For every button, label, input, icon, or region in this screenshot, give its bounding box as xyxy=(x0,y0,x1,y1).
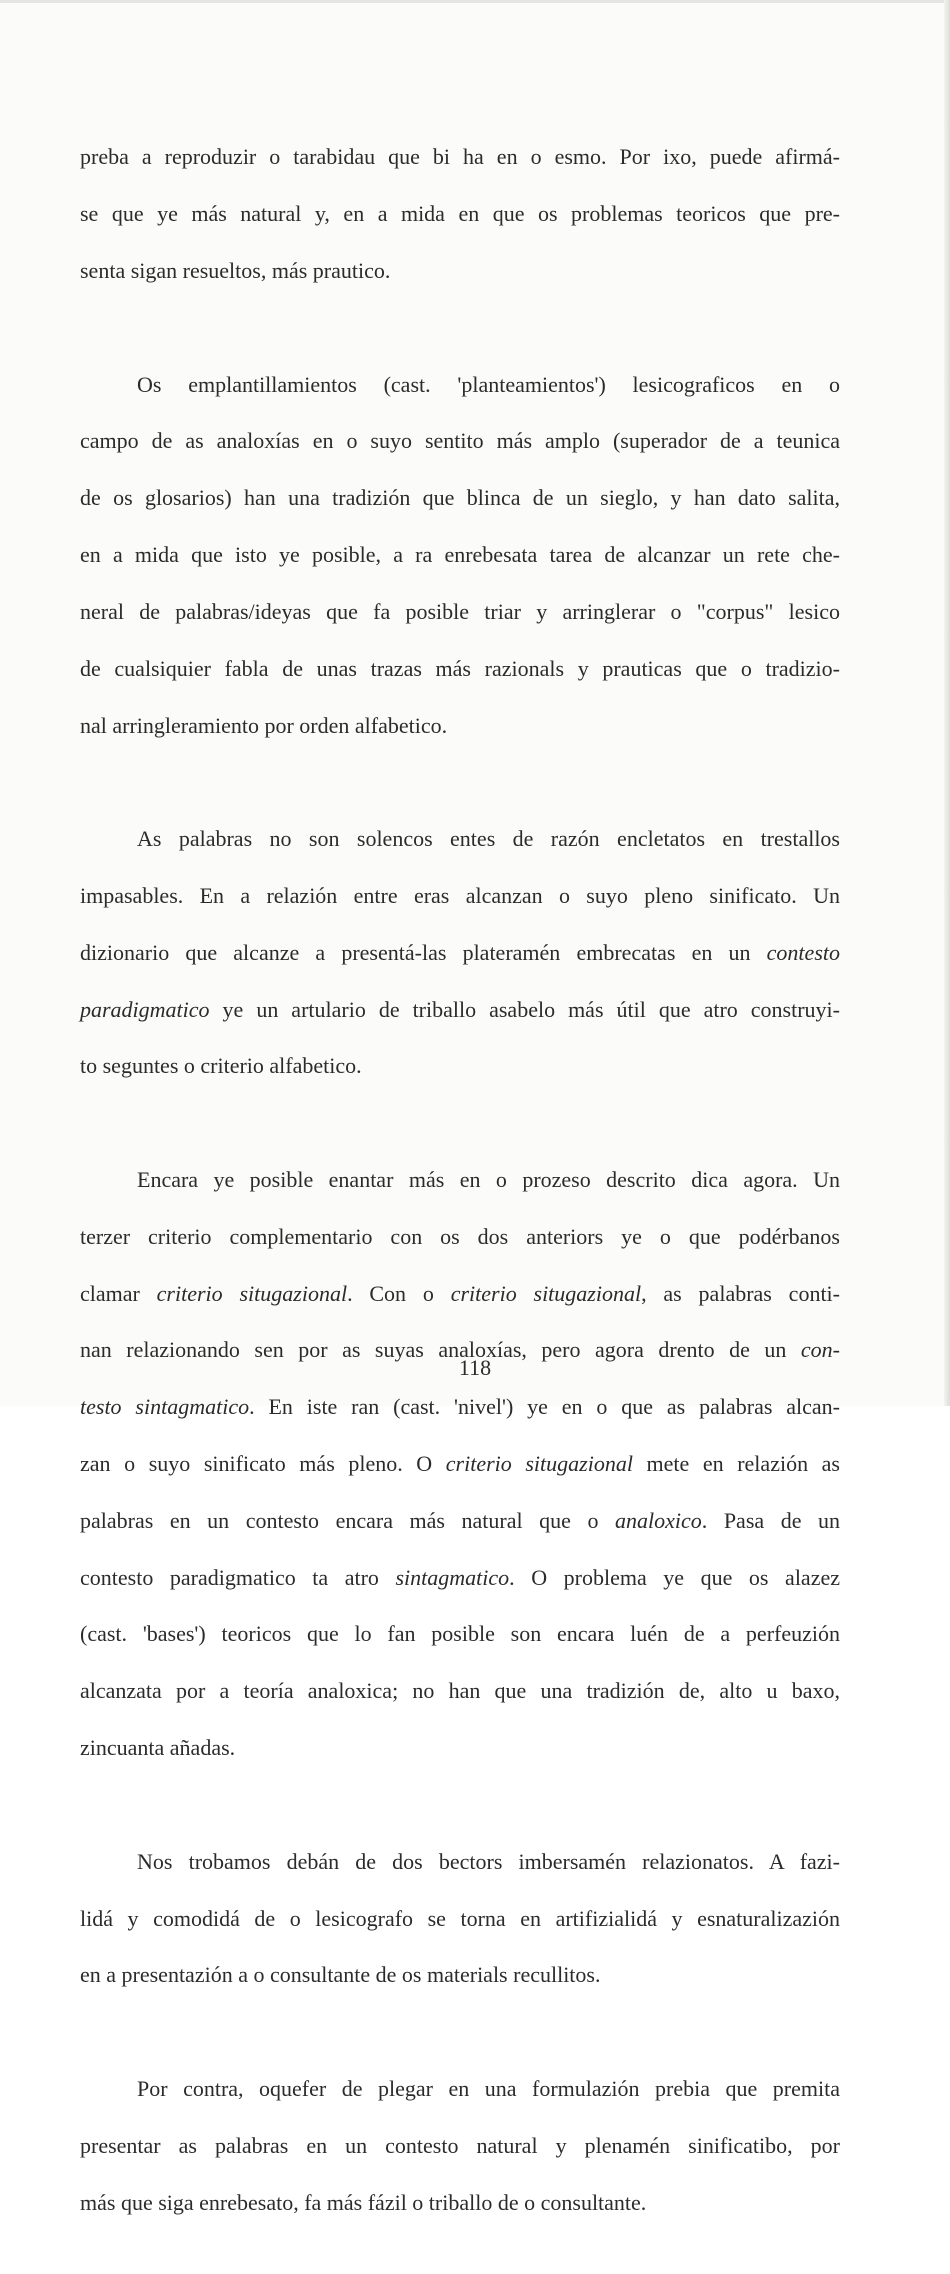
text-line: Encara ye posible enantar más en o prozeso descrito dica agora. Un xyxy=(137,1166,840,1192)
text-line: campo de as analoxías en o suyo sentito más amplo (superador de a teunica xyxy=(80,428,840,454)
text-line: de cualsiquier fabla de unas trazas más razionals y prauticas que o tradizio- xyxy=(80,655,840,681)
paragraph-5 xyxy=(80,1819,840,2018)
text-line: (cast. 'bases') teoricos que lo fan posible son encara luén de a perfeuzión xyxy=(80,1621,840,1647)
paragraph-4 xyxy=(80,1138,840,1791)
text-line: contesto paradigmatico ta atro sintagmatico. O problema ye que os alazez xyxy=(80,1564,840,1590)
italic-term: analoxico xyxy=(615,1507,702,1533)
italic-term: criterio situgazional xyxy=(450,1280,642,1306)
text-line: to seguntes o criterio alfabetico. xyxy=(80,1053,362,1079)
text-line: dizionario que alcanze a presentá-las plateramén embrecatas en un contesto xyxy=(80,939,840,965)
text-line: terzer criterio complementario con os dos anteriors ye o que podérbanos xyxy=(80,1223,840,1249)
text-line: alcanzata por a teoría analoxica; no han que una tradizión de, alto u baxo, xyxy=(80,1678,840,1704)
page-right-edge xyxy=(944,0,950,1406)
italic-term: sintagmatico xyxy=(395,1564,510,1590)
text-line: Por contra, oquefer de plegar en una formulazión prebia que premita xyxy=(137,2075,840,2101)
text-line: de os glosarios) han una tradizión que blinca de un sieglo, y han dato salita, xyxy=(80,485,840,511)
paragraph-6 xyxy=(80,2047,840,2246)
italic-term: con- xyxy=(800,1337,840,1363)
text-line: zan o suyo sinificato más pleno. O criterio situgazional mete en relazión as xyxy=(80,1451,840,1477)
italic-term: contesto xyxy=(766,939,840,965)
text-line: zincuanta añadas. xyxy=(80,1735,236,1761)
text-line: clamar criterio situgazional. Con o criterio situgazional, as palabras conti- xyxy=(80,1280,840,1306)
text-line: en a mida que isto ye posible, a ra enrebesata tarea de alcanzar un rete che- xyxy=(80,542,840,568)
text-line: nan relazionando sen por as suyas analoxías, pero agora drento de un con- xyxy=(80,1337,840,1363)
text-line: testo sintagmatico. En iste ran (cast. 'nivel') ye en o que as palabras alcan- xyxy=(80,1394,841,1420)
text-line: en a presentazión a o consultante de os materials recullitos. xyxy=(80,1962,601,1988)
text-line: nal arringleramiento por orden alfabetico. xyxy=(80,712,448,738)
text-line: paradigmatico ye un artulario de triballo asabelo más útil que atro construyi- xyxy=(80,996,840,1022)
paragraph-1 xyxy=(80,115,840,314)
page-top-edge xyxy=(0,0,950,3)
italic-term: criterio situgazional xyxy=(156,1280,348,1306)
italic-term: testo sintagmatico xyxy=(80,1394,250,1420)
page-number: 118 xyxy=(458,1355,492,1380)
paragraph-3 xyxy=(80,797,840,1109)
text-line: Nos trobamos debán de dos bectors imbersamén relazionatos. A fazi- xyxy=(137,1848,840,1874)
italic-term: criterio situgazional xyxy=(445,1451,633,1477)
text-line: palabras en un contesto encara más natural que o analoxico. Pasa de un xyxy=(80,1507,841,1533)
text-line: más que siga enrebesato, fa más fázil o triballo de o consultante. xyxy=(80,2189,647,2215)
text-line: lidá y comodidá de o lesicografo se torna en artifizialidá y esnaturalizazión xyxy=(80,1905,840,1931)
text-line: preba a reproduzir o tarabidau que bi ha en o esmo. Por ixo, puede afirmá- xyxy=(80,144,840,170)
text-line: impasables. En a relazión entre eras alcanzan o suyo pleno sinificato. Un xyxy=(80,882,840,908)
body-text xyxy=(80,115,840,2274)
text-line: neral de palabras/ideyas que fa posible triar y arringlerar o "corpus" lesico xyxy=(80,598,840,624)
text-line: Os emplantillamientos (cast. 'planteamientos') lesicograficos en o xyxy=(137,371,840,397)
text-line: As palabras no son solencos entes de razón encletatos en trestallos xyxy=(137,826,840,852)
italic-term: paradigmatico xyxy=(80,996,210,1022)
text-line: senta sigan resueltos, más prautico. xyxy=(80,258,391,284)
text-line: presentar as palabras en un contesto natural y plenamén sinificatibo, por xyxy=(80,2132,840,2158)
text-line: se que ye más natural y, en a mida en que os problemas teoricos que pre- xyxy=(80,201,840,227)
paragraph-2 xyxy=(80,342,840,768)
